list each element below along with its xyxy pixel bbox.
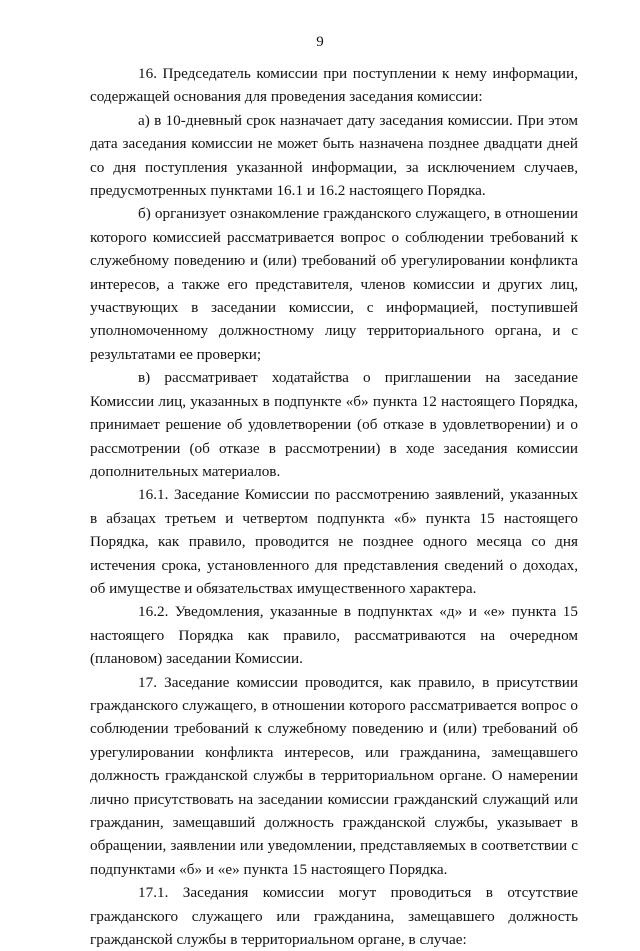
- paragraph-17-1: 17.1. Заседания комиссии могут проводиться в отсутствие гражданского служащего или гражданина, замещавшего должность гражданской службы в территориальном органе, в случае:: [90, 884, 578, 949]
- paragraph-16-2: 16.2. Уведомления, указанные в подпунктах «д» и «е» пункта 15 настоящего Порядка как правило, рассматриваются на очередном (плановом) заседании Комиссии.: [90, 603, 578, 668]
- page-body: [90, 62, 578, 951]
- paragraph-16-a: а) в 10-дневный срок назначает дату заседания комиссии. При этом дата заседания комиссии не может быть назначена позднее двадцати дней со дня поступления указанной информации, за исключением случаев, предусмотренных пунктами 16.1 и 16.2 настоящего Порядка.: [90, 111, 578, 200]
- paragraph-16: 16. Председатель комиссии при поступлении к нему информации, содержащей основания для проведения заседания комиссии:: [90, 65, 578, 106]
- paragraph-16-b: б) организует ознакомление гражданского служащего, в отношении которого комиссией рассматривается вопрос о соблюдении требований к служебному поведению и (или) требований об урегулировании конфликта интересов, а также его представителя, членов комиссии и других лиц, участвующих в заседании комиссии, с информацией, поступившей уполномоченному должностному лицу территориального органа, и с результатами ее проверки;: [90, 205, 578, 363]
- paragraph-16-1: 16.1. Заседание Комиссии по рассмотрению заявлений, указанных в абзацах третьем и четвертом подпункта «б» пункта 15 настоящего Порядка, как правило, проводится не позднее одного месяца со дня истечения срока, установленного для представления сведений о доходах, об имуществе и обязательствах имущественного характера.: [90, 486, 578, 597]
- page-number: 9: [316, 34, 324, 50]
- paragraph-16-v: в) рассматривает ходатайства о приглашении на заседание Комиссии лиц, указанных в подпункте «б» пункта 12 настоящего Порядка, принимает решение об удовлетворении (об отказе в удовлетворении) и о рассмотрении (об отказе в рассмотрении) в ходе заседания комиссии дополнительных материалов.: [90, 369, 578, 480]
- paragraph-17: 17. Заседание комиссии проводится, как правило, в присутствии гражданского служащего, в отношении которого рассматривается вопрос о соблюдении требований к служебному поведению и (или) требований об урегулировании конфликта интересов, или гражданина, замещавшего должность гражданской службы в территориальном органе. О намерении лично присутствовать на заседании комиссии гражданский служащий или гражданин, замещавший должность гражданской службы, указывает в обращении, заявлении или уведомлении, представляемых в соответствии с подпунктами «б» и «е» пункта 15 настоящего Порядка.: [90, 673, 578, 878]
